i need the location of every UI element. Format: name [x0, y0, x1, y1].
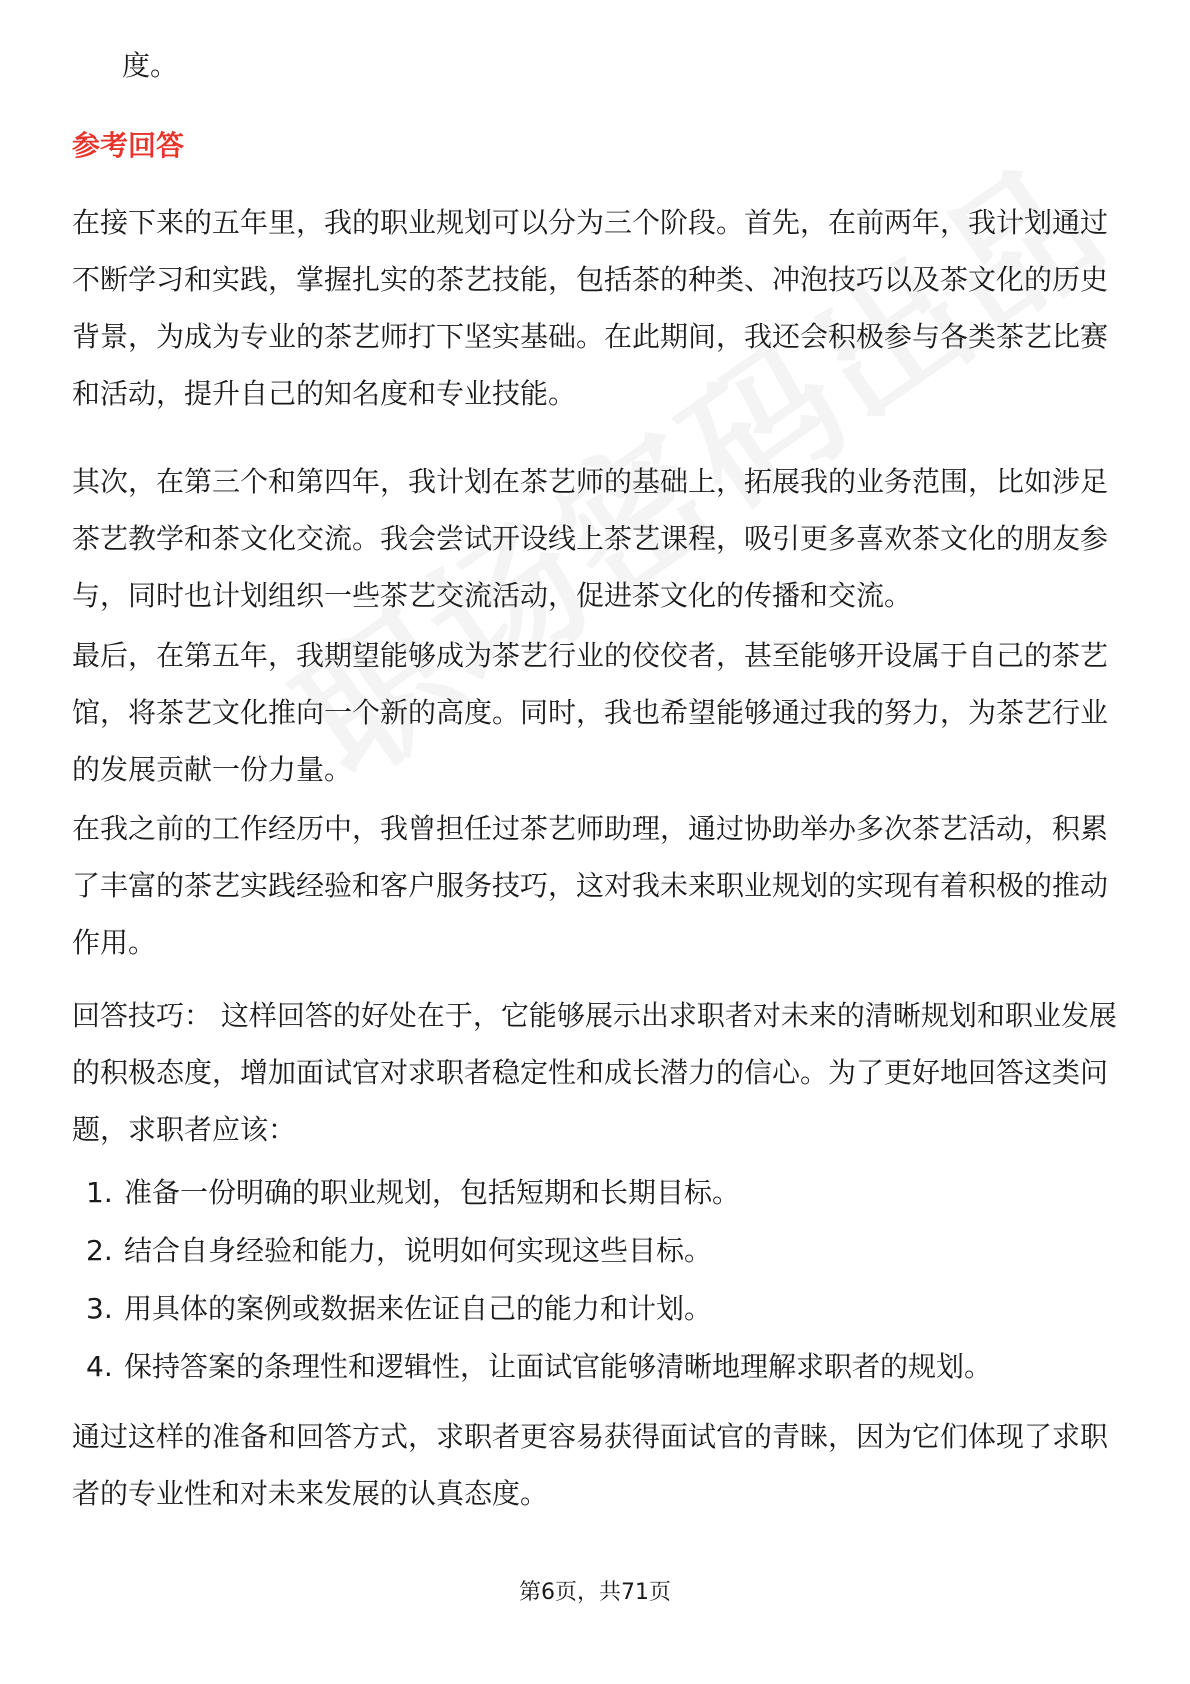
- answer-paragraph: 其次，在第三个和第四年，我计划在茶艺师的基础上，拓展我的业务范围，比如涉足茶艺教学和茶文化交流。我会尝试开设线上茶艺课程，吸引更多喜欢茶文化的朋友参与，同时也计划组织一些茶艺交流活动，促进茶文化的传播和交流。: [72, 465, 1109, 612]
- list-item: [72, 1164, 1122, 1222]
- list-item-number: 1.: [86, 1176, 113, 1209]
- list-item-number: 3.: [86, 1292, 113, 1325]
- closing-paragraph: 通过这样的准备和回答方式，求职者更容易获得面试官的青睐，因为它们体现了求职者的专业性和对未来发展的认真态度。: [72, 1420, 1109, 1510]
- list-item-text: 保持答案的条理性和逻辑性，让面试官能够清晰地理解求职者的规划。: [124, 1350, 993, 1383]
- list-item: [72, 1338, 1122, 1396]
- answer-paragraph: 在接下来的五年里，我的职业规划可以分为三个阶段。首先，在前两年，我计划通过不断学习和实践，掌握扎实的茶艺技能，包括茶的种类、冲泡技巧以及茶文化的历史背景，为成为专业的茶艺师打下坚实基础。在此期间，我还会积极参与各类茶艺比赛和活动，提升自己的知名度和专业技能。: [72, 206, 1109, 410]
- list-item-text: 结合自身经验和能力，说明如何实现这些目标。: [124, 1234, 713, 1267]
- page-number-footer: 第6页，共71页: [519, 1580, 671, 1605]
- answer-paragraph: 在我之前的工作经历中，我曾担任过茶艺师助理，通过协助举办多次茶艺活动，积累了丰富的茶艺实践经验和客户服务技巧，这对我未来职业规划的实现有着积极的推动作用。: [72, 812, 1109, 959]
- continued-text: 度。: [122, 49, 179, 82]
- tips-list: [72, 1164, 1122, 1396]
- list-item-number: 2.: [86, 1234, 113, 1267]
- answer-paragraph: 最后，在第五年，我期望能够成为茶艺行业的佼佼者，甚至能够开设属于自己的茶艺馆，将茶艺文化推向一个新的高度。同时，我也希望能够通过我的努力，为茶艺行业的发展贡献一份力量。: [72, 639, 1109, 786]
- list-item-text: 准备一份明确的职业规划，包括短期和长期目标。: [124, 1176, 741, 1209]
- list-item-text: 用具体的案例或数据来佐证自己的能力和计划。: [124, 1292, 713, 1325]
- list-item-number: 4.: [86, 1350, 113, 1383]
- tips-paragraph: 回答技巧： 这样回答的好处在于，它能够展示出求职者对未来的清晰规划和职业发展的积极态度，增加面试官对求职者稳定性和成长潜力的信心。为了更好地回答这类问题，求职者应该：: [72, 999, 1117, 1146]
- section-heading: 参考回答: [72, 129, 185, 162]
- list-item: [72, 1222, 1122, 1280]
- list-item: [72, 1280, 1122, 1338]
